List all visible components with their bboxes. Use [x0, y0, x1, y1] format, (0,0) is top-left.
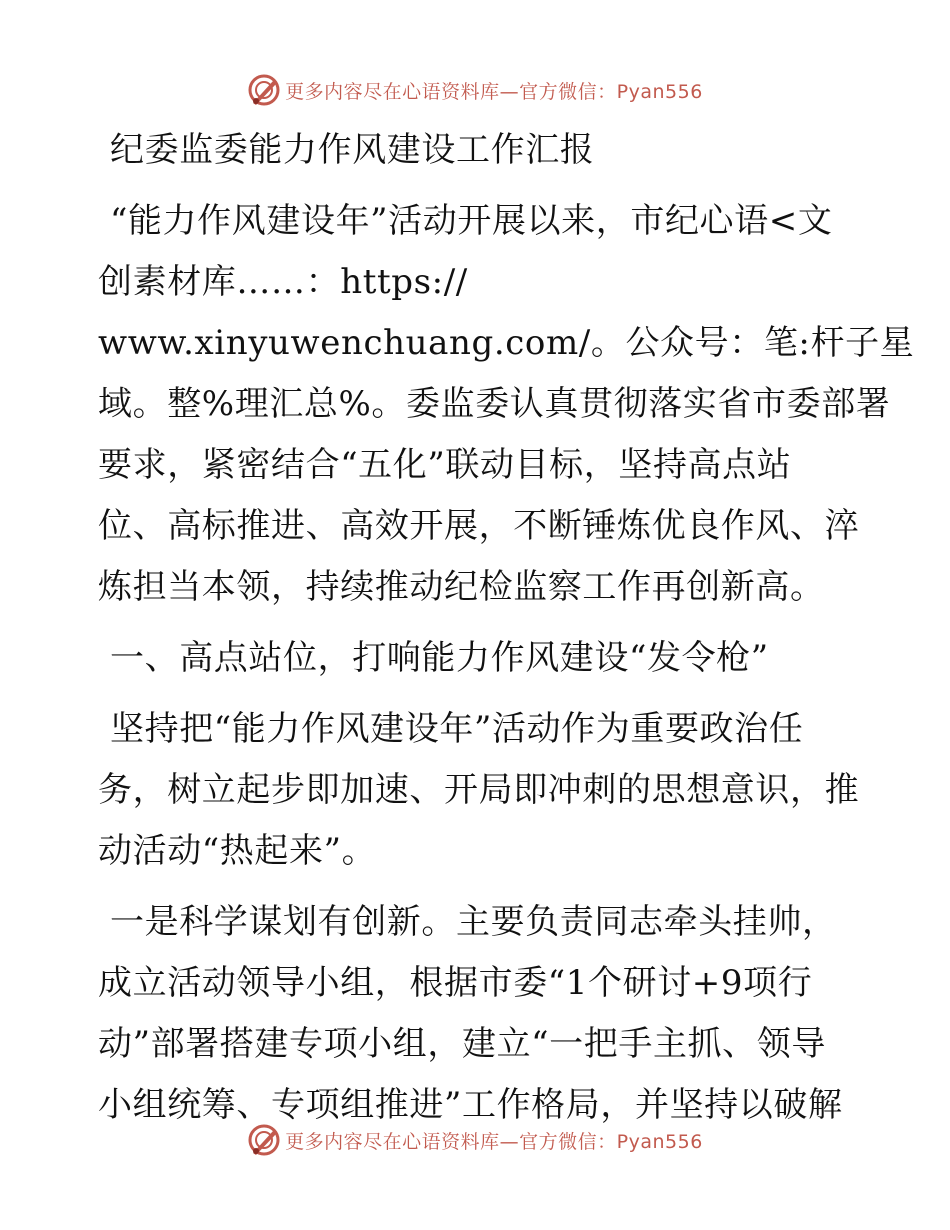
paragraph-line: 动活动“热起来”。	[98, 831, 377, 871]
header-watermark-banner	[0, 70, 950, 110]
paragraph-line: www.xinyuwenchuang.com/。公众号：笔:杆子星	[98, 323, 915, 363]
paragraph-line: 坚持把“能力作风建设年”活动作为重要政治任	[110, 709, 804, 749]
footer-watermark-banner	[0, 1120, 950, 1160]
paragraph-line: 动”部署搭建专项小组，建立“一把手主抓、领导	[98, 1024, 826, 1064]
paragraph-section-1	[98, 699, 858, 882]
paragraph-line: 位、高标推进、高效开展，不断锤炼优良作风、淬	[98, 506, 860, 546]
banner-wechat-id: Pyan556	[616, 80, 703, 103]
section-heading-1	[98, 628, 858, 689]
paragraph-line: 小组统筹、专项组推进”工作格局，并坚持以破解	[98, 1085, 843, 1125]
banner-text: 更多内容尽在心语资料库—官方微信：	[285, 1130, 617, 1153]
paragraph-line: “能力作风建设年”活动开展以来，市纪心语<文	[110, 201, 833, 241]
paragraph-intro	[98, 191, 915, 618]
paragraph-line: 域。整%理汇总%。委监委认真贯彻落实省市委部署	[98, 384, 891, 424]
paragraph-line: 务，树立起步即加速、开局即冲刺的思想意识，推	[98, 770, 860, 810]
banner-wechat-id: Pyan556	[616, 1130, 703, 1153]
paragraph-line: 要求，紧密结合“五化”联动目标，坚持高点站	[98, 445, 792, 485]
paragraph-line: 炼担当本领，持续推动纪检监察工作再创新高。	[98, 567, 825, 607]
paragraph-line: 成立活动领导小组，根据市委“1个研讨+9项行	[98, 963, 813, 1003]
section-heading: 一、高点站位，打响能力作风建设“发令枪”	[110, 638, 769, 678]
paragraph-line: 创素材库……：https://	[98, 262, 468, 302]
document-body	[98, 120, 915, 1136]
paragraph-line: 一是科学谋划有创新。主要负责同志牵头挂帅，	[110, 902, 837, 942]
brush-logo-icon	[247, 73, 281, 107]
document-title: 纪委监委能力作风建设工作汇报	[110, 130, 595, 170]
brush-logo-icon	[247, 1123, 281, 1157]
banner-text: 更多内容尽在心语资料库—官方微信：	[285, 80, 617, 103]
paragraph-item-1	[98, 892, 858, 1136]
